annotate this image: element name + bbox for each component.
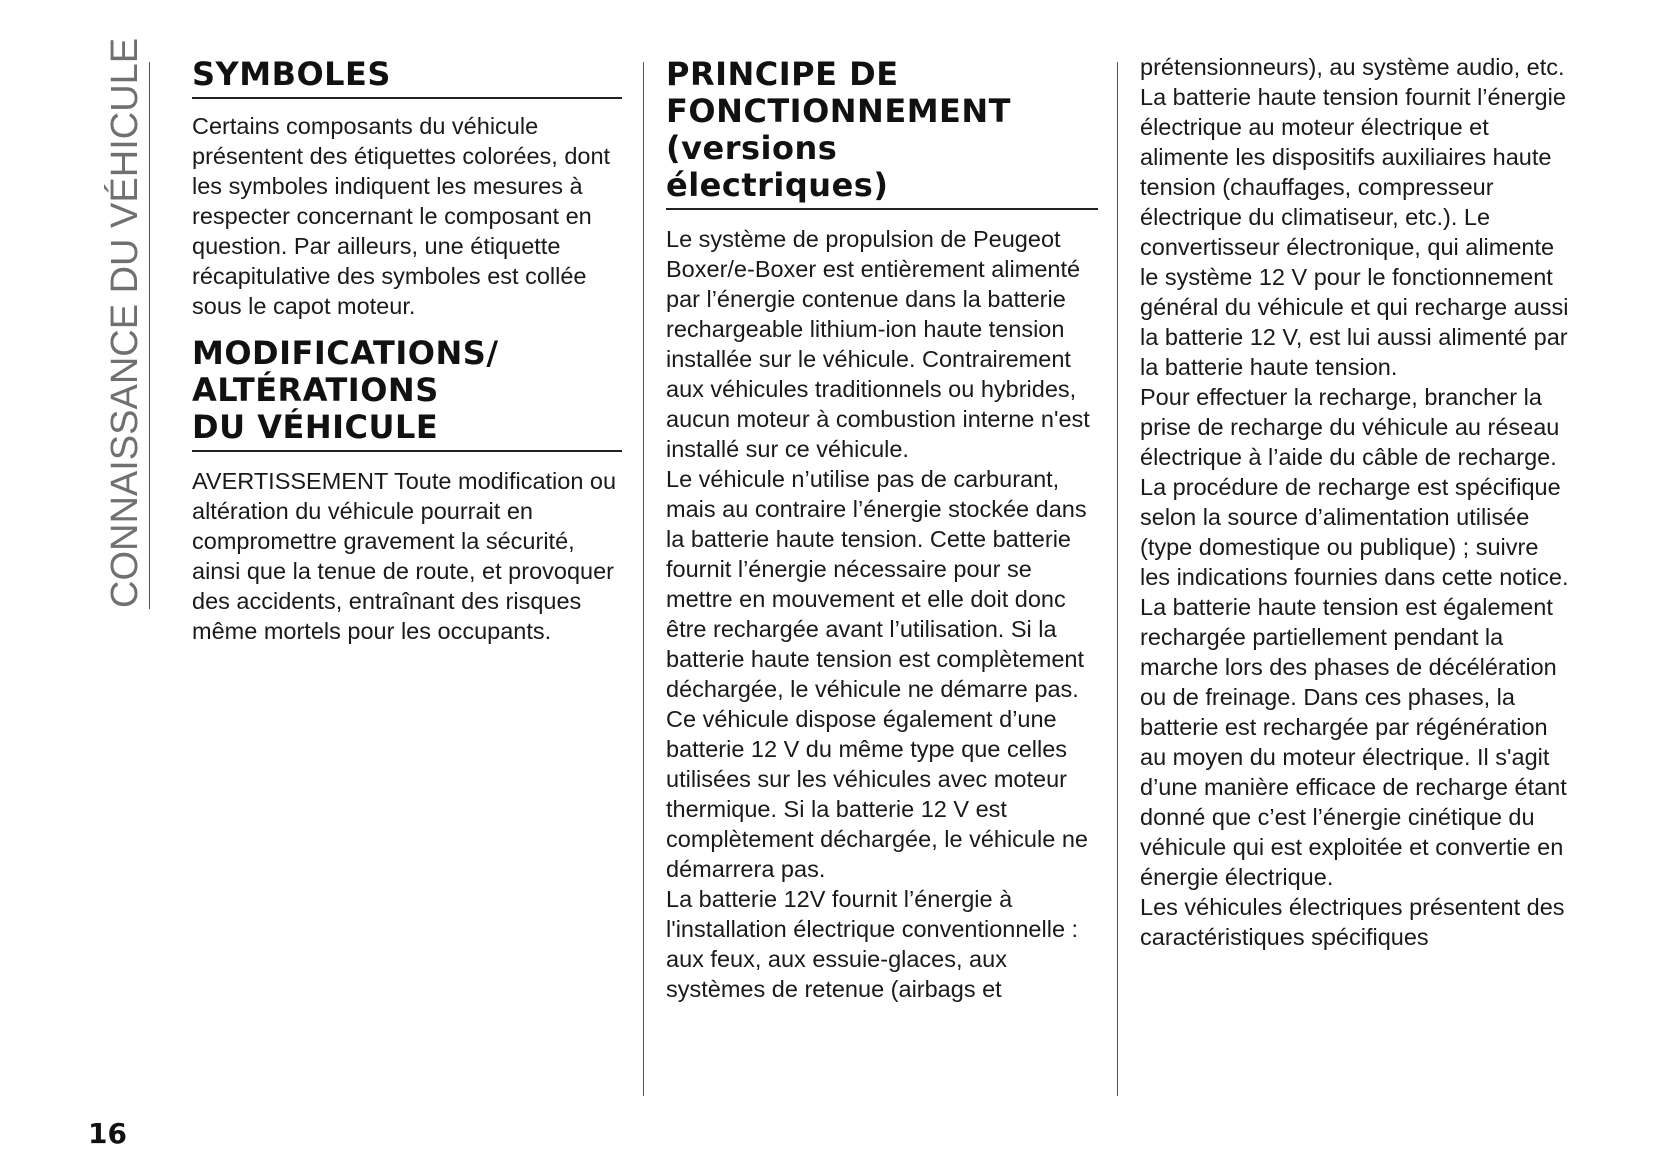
chapter-title: CONNAISSANCE DU VÉHICULE bbox=[104, 37, 146, 608]
continued-paragraph-2: La batterie haute tension fournit l’énergie électrique au moteur électrique et alimente les dispositifs auxiliaires haute tension (chauffages, compresseur électrique du climatiseur, etc.). Le convertisseur électronique, qui alimente le système 12 V pour le fonctionnement général du véhicule et qui recharge aussi la batterie 12 V, est lui aussi alimenté par la batterie haute tension. bbox=[1140, 84, 1569, 380]
continued-paragraph-5: Les véhicules électriques présentent des caractéristiques spécifiques bbox=[1140, 894, 1565, 950]
principe-paragraph-3: Ce véhicule dispose également d’une batterie 12 V du même type que celles utilisées sur les véhicules avec moteur thermique. Si la batterie 12 V est complètement déchargée, le véhicule ne démarrera pas. bbox=[666, 706, 1088, 882]
principe-paragraph-2: Le véhicule n’utilise pas de carburant, mais au contraire l’énergie stockée dans la batterie haute tension. Cette batterie fournit l’énergie nécessaire pour se mettre en mouvement et elle doit donc être rechargée avant l’utilisation. Si la batterie haute tension est complètement déchargée, le véhicule ne démarre pas. bbox=[666, 466, 1087, 702]
modifications-heading: MODIFICATIONS/ ALTÉRATIONS DU VÉHICULE bbox=[192, 335, 622, 452]
chapter-side-tab bbox=[103, 37, 147, 608]
symboles-paragraph: Certains composants du véhicule présentent des étiquettes colorées, dont les symboles indiquent les mesures à respecter concernant le composant en question. Par ailleurs, une étiquette récapitulative des symboles est collée sous le capot moteur. bbox=[192, 113, 611, 319]
continued-paragraph-1: prétensionneurs), au système audio, etc. bbox=[1140, 54, 1565, 80]
side-divider bbox=[149, 62, 150, 609]
page-number: 16 bbox=[88, 1117, 127, 1150]
principe-paragraph-4: La batterie 12V fournit l’énergie à l'installation électrique conventionnelle : aux feux, aux essuie-glaces, aux systèmes de retenue (airbags et bbox=[666, 886, 1079, 1002]
column-3 bbox=[1140, 52, 1570, 952]
principe-heading: PRINCIPE DE FONCTIONNEMENT (versions électriques) bbox=[666, 56, 1098, 210]
modifications-paragraph: AVERTISSEMENT Toute modification ou altération du véhicule pourrait en compromettre gravement la sécurité, ainsi que la tenue de route, et provoquer des accidents, entraînant des risques même mortels pour les occupants. bbox=[192, 468, 617, 644]
continued-paragraph-4: La batterie haute tension est également rechargée partiellement pendant la marche lors des phases de décélération ou de freinage. Dans ces phases, la batterie est rechargée par régénération au moyen du moteur électrique. Il s'agit d’une manière efficace de recharge étant donné que c’est l’énergie cinétique du véhicule qui est exploitée et convertie en énergie électrique. bbox=[1140, 594, 1567, 890]
column-divider-1 bbox=[643, 62, 644, 1096]
column-2 bbox=[666, 52, 1098, 1004]
symboles-heading: SYMBOLES bbox=[192, 56, 622, 99]
column-1 bbox=[192, 52, 622, 646]
principe-paragraph-1: Le système de propulsion de Peugeot Boxer/e-Boxer est entièrement alimenté par l’énergie contenue dans la batterie rechargeable lithium-ion haute tension installée sur le véhicule. Contrairement aux véhicules traditionnels ou hybrides, aucun moteur à combustion interne n'est installé sur ce véhicule. bbox=[666, 226, 1090, 462]
continued-paragraph-3: Pour effectuer la recharge, brancher la prise de recharge du véhicule au réseau électrique à l’aide du câble de recharge. La procédure de recharge est spécifique selon la source d’alimentation utilisée (type domestique ou publique) ; suivre les indications fournies dans cette notice. bbox=[1140, 384, 1569, 590]
column-divider-2 bbox=[1117, 62, 1118, 1096]
